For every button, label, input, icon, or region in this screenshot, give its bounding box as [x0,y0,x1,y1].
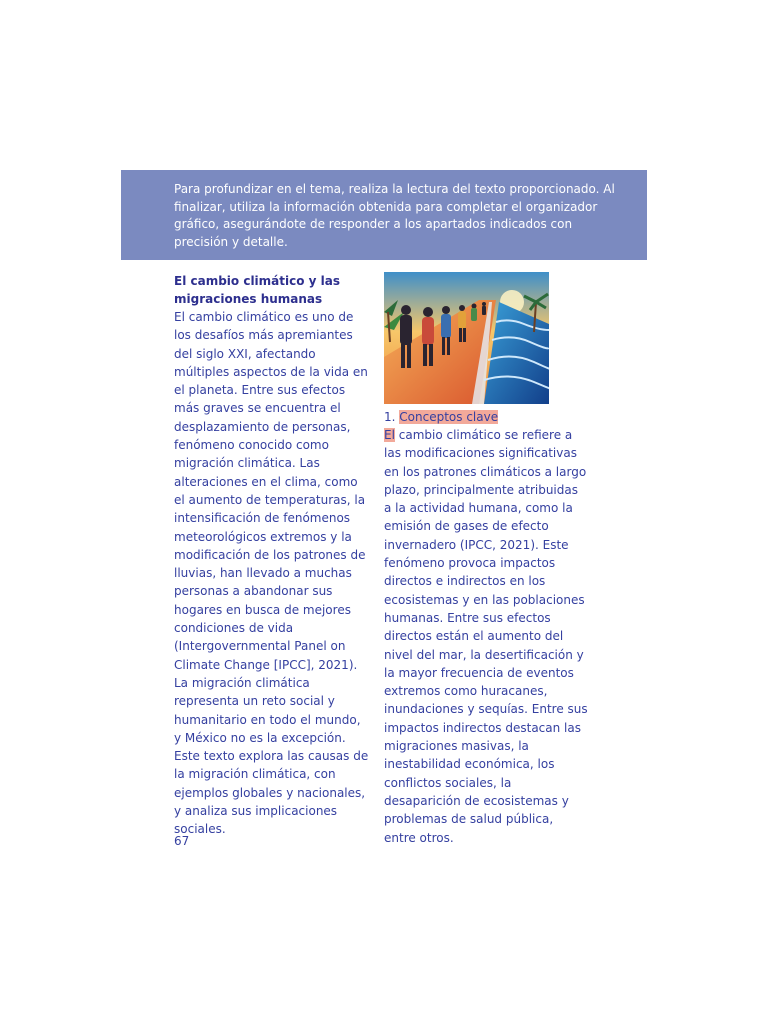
section-number: 1. [384,410,396,424]
section-first-word: El [384,428,395,442]
article-column [174,272,370,839]
concepts-column [384,272,588,847]
article-body: El cambio climático es uno de los desafíos más apremiantes del siglo XXI, afectando múltiples aspectos de la vida en el planeta. Entre sus efectos más graves se encuentra el desplazamiento de personas, fenómeno conocido como migración climática. Las alteraciones en el clima, como el aumento de temperaturas, la intensificación de fenómenos meteorológicos extremos y la modificación de los patrones de lluvias, han llevado a muchas personas a abandonar sus hogares en busca de mejores condiciones de vida (Intergovernmental Panel on Climate Change [IPCC], 2021). La migración climática representa un reto social y humanitario en todo el mundo, y México no es la excepción. Este texto explora las causas de la migración climática, con ejemplos globales y nacionales, y analiza sus implicaciones sociales. [174,310,369,837]
climate-migration-illustration [384,272,549,404]
section-body [384,426,588,847]
instructions-text: Para profundizar en el tema, realiza la lectura del texto proporcionado. Al finalizar, utiliza la información obtenida para completar el organizador gráfico, asegurándote de responder a los apartados indicados con precisión y detalle. [174,182,615,249]
page-number: 67 [174,834,190,848]
instructions-banner [121,170,647,260]
section-body-text: cambio climático se refiere a las modificaciones significativas en los patrones climáticos a largo plazo, principalmente atribuidas a la actividad humana, como la emisión de gases de efecto invernadero (IPCC, 2021). Este fenómeno provoca impactos directos e indirectos en los ecosistemas y en las poblaciones humanas. Entre sus efectos directos están el aumento del nivel del mar, la desertificación y la mayor frecuencia de eventos extremos como huracanes, inundaciones y sequías. Entre sus impactos indirectos destacan las migraciones masivas, la inestabilidad económica, los conflictos sociales, la desaparición de ecosistemas y problemas de salud pública, entre otros. [384,428,588,845]
section-title: Conceptos clave [399,410,499,424]
article-title: El cambio climático y las migraciones humanas [174,274,341,306]
section-heading [384,408,588,426]
